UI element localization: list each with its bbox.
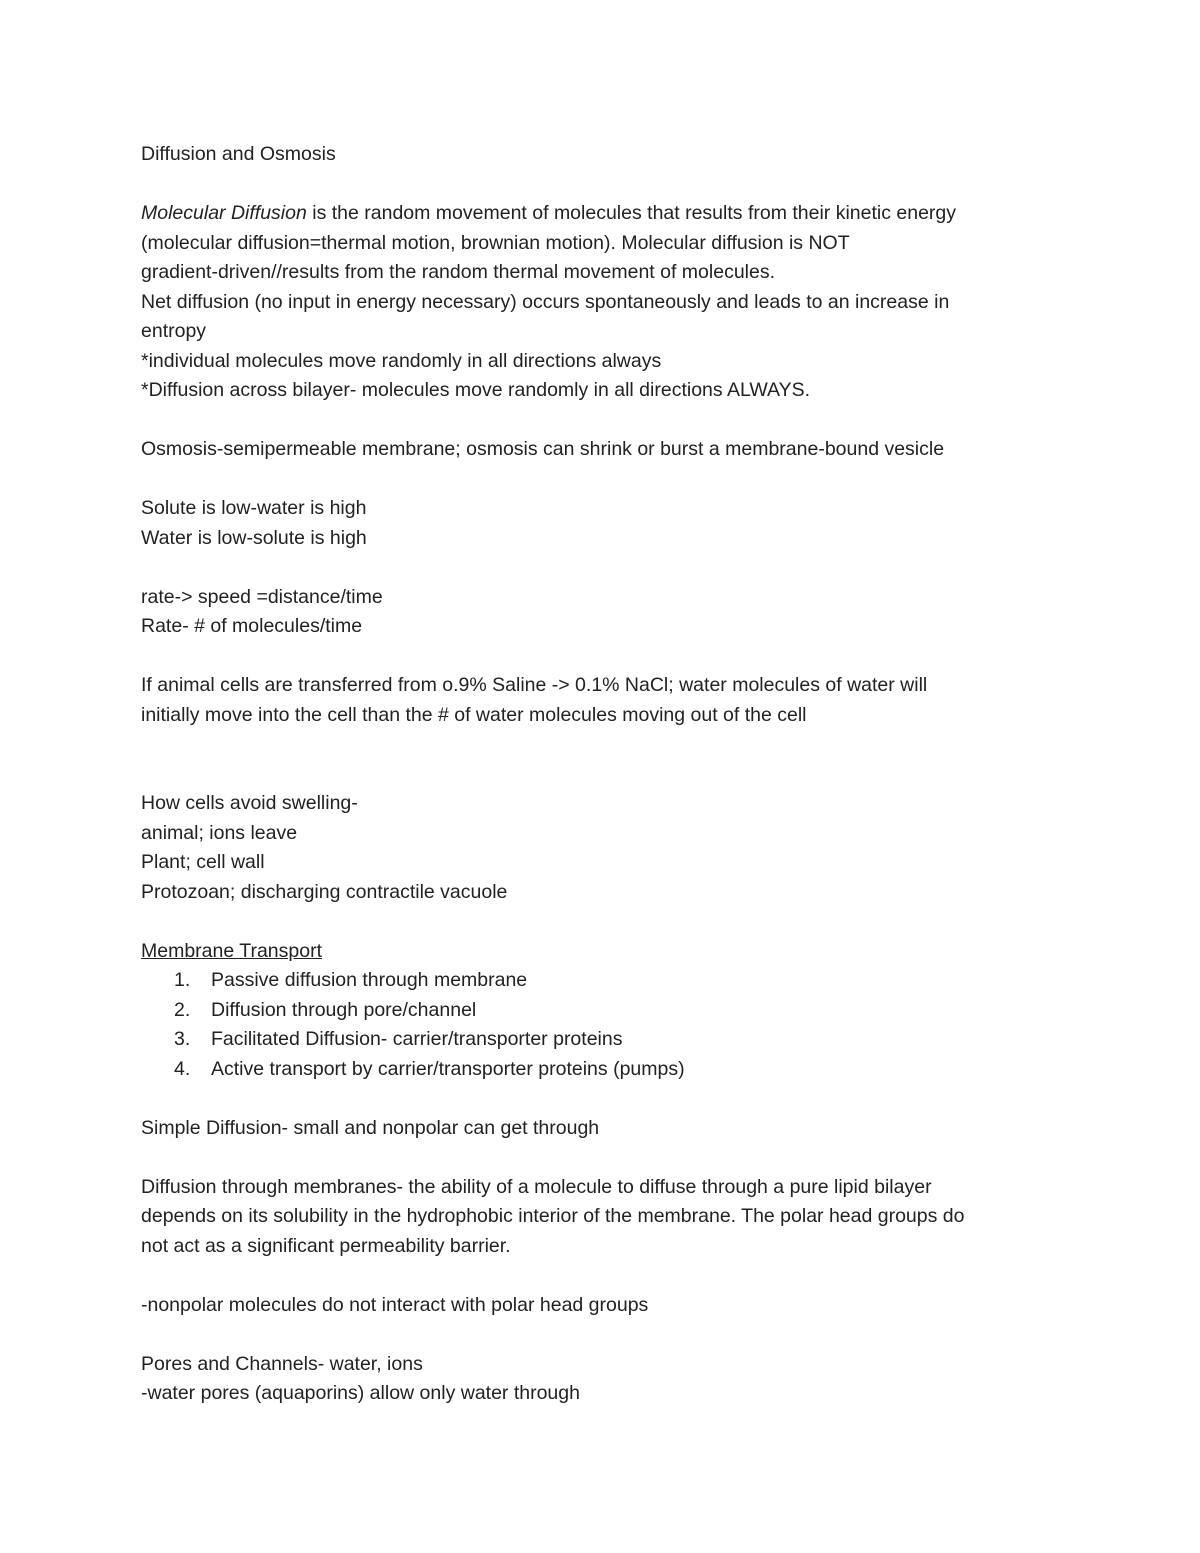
molecular-diffusion-paragraph <box>141 199 1100 406</box>
pores-line-2: -water pores (aquaporins) allow only water through <box>141 1382 580 1404</box>
diffusion-membranes-line-1: Diffusion through membranes- the ability of a molecule to diffuse through a pure lipid bilayer <box>141 1175 932 1198</box>
molecular-diffusion-line-1 <box>141 199 1100 229</box>
list-item-text: Facilitated Diffusion- carrier/transporter proteins <box>211 1028 623 1050</box>
solute-line-2: Water is low-solute is high <box>141 526 367 549</box>
list-item-text: Diffusion through pore/channel <box>211 998 477 1021</box>
list-item <box>141 1025 1100 1055</box>
spacer <box>141 642 1100 672</box>
diffusion-membranes-paragraph <box>141 1173 1100 1262</box>
simple-diffusion-line: Simple Diffusion- small and nonpolar can get through <box>141 1116 600 1139</box>
net-diffusion-line-2: entropy <box>141 320 207 342</box>
spacer <box>141 170 1100 200</box>
membrane-transport-section <box>141 937 1100 1085</box>
molecular-diffusion-definition: is the random movement of molecules that results from their kinetic energy <box>306 202 957 224</box>
pores-line-1: Pores and Channels- water, ions <box>141 1352 423 1375</box>
swelling-line-1: How cells avoid swelling- <box>141 792 358 814</box>
spacer <box>141 1084 1100 1114</box>
spacer <box>141 553 1100 583</box>
list-item <box>141 966 1100 996</box>
rate-line-2: Rate- # of molecules/time <box>141 615 363 637</box>
molecular-diffusion-line-2: (molecular diffusion=thermal motion, brownian motion). Molecular diffusion is NOT <box>141 231 850 254</box>
spacer <box>141 1261 1100 1291</box>
spacer <box>141 730 1100 789</box>
solute-paragraph <box>141 494 1100 553</box>
list-item-number: 4. <box>174 1057 191 1080</box>
molecular-diffusion-term: Molecular Diffusion <box>141 202 307 224</box>
molecular-diffusion-line-3: gradient-driven//results from the random thermal movement of molecules. <box>141 261 776 283</box>
diffusion-membranes-line-2: depends on its solubility in the hydrophobic interior of the membrane. The polar head groups do <box>141 1205 965 1227</box>
diffusion-membranes-line-3: not act as a significant permeability barrier. <box>141 1234 511 1257</box>
list-item-number: 1. <box>174 969 191 991</box>
animal-cells-line-2: initially move into the cell than the # of water molecules moving out of the cell <box>141 703 807 726</box>
spacer <box>141 406 1100 436</box>
animal-cells-line-1: If animal cells are transferred from o.9% Saline -> 0.1% NaCl; water molecules of water will <box>141 674 928 696</box>
list-item-text: Passive diffusion through membrane <box>211 969 528 991</box>
pores-paragraph <box>141 1350 1100 1409</box>
membrane-transport-heading: Membrane Transport <box>141 939 322 962</box>
document-title: Diffusion and Osmosis <box>141 143 336 165</box>
list-item <box>141 1055 1100 1085</box>
spacer <box>141 1143 1100 1173</box>
spacer <box>141 1320 1100 1350</box>
spacer <box>141 465 1100 495</box>
membrane-transport-list <box>141 966 1100 1084</box>
swelling-line-4: Protozoan; discharging contractile vacuole <box>141 880 508 903</box>
nonpolar-line: -nonpolar molecules do not interact with polar head groups <box>141 1293 649 1316</box>
spacer <box>141 907 1100 937</box>
animal-cells-paragraph <box>141 671 1100 730</box>
net-diffusion-line-1: Net diffusion (no input in energy necessary) occurs spontaneously and leads to an increase in <box>141 290 950 313</box>
swelling-paragraph <box>141 789 1100 907</box>
bilayer-diffusion-note: *Diffusion across bilayer- molecules move randomly in all directions ALWAYS. <box>141 379 811 401</box>
list-item <box>141 996 1100 1026</box>
list-item-number: 2. <box>174 998 191 1021</box>
swelling-line-2: animal; ions leave <box>141 821 298 844</box>
solute-line-1: Solute is low-water is high <box>141 497 367 519</box>
individual-molecules-note: *individual molecules move randomly in all directions always <box>141 349 662 372</box>
osmosis-line: Osmosis-semipermeable membrane; osmosis can shrink or burst a membrane-bound vesicle <box>141 438 945 460</box>
list-item-number: 3. <box>174 1028 191 1050</box>
rate-paragraph <box>141 583 1100 642</box>
list-item-text: Active transport by carrier/transporter proteins (pumps) <box>211 1057 685 1080</box>
swelling-line-3: Plant; cell wall <box>141 851 265 873</box>
rate-line-1: rate-> speed =distance/time <box>141 585 383 608</box>
